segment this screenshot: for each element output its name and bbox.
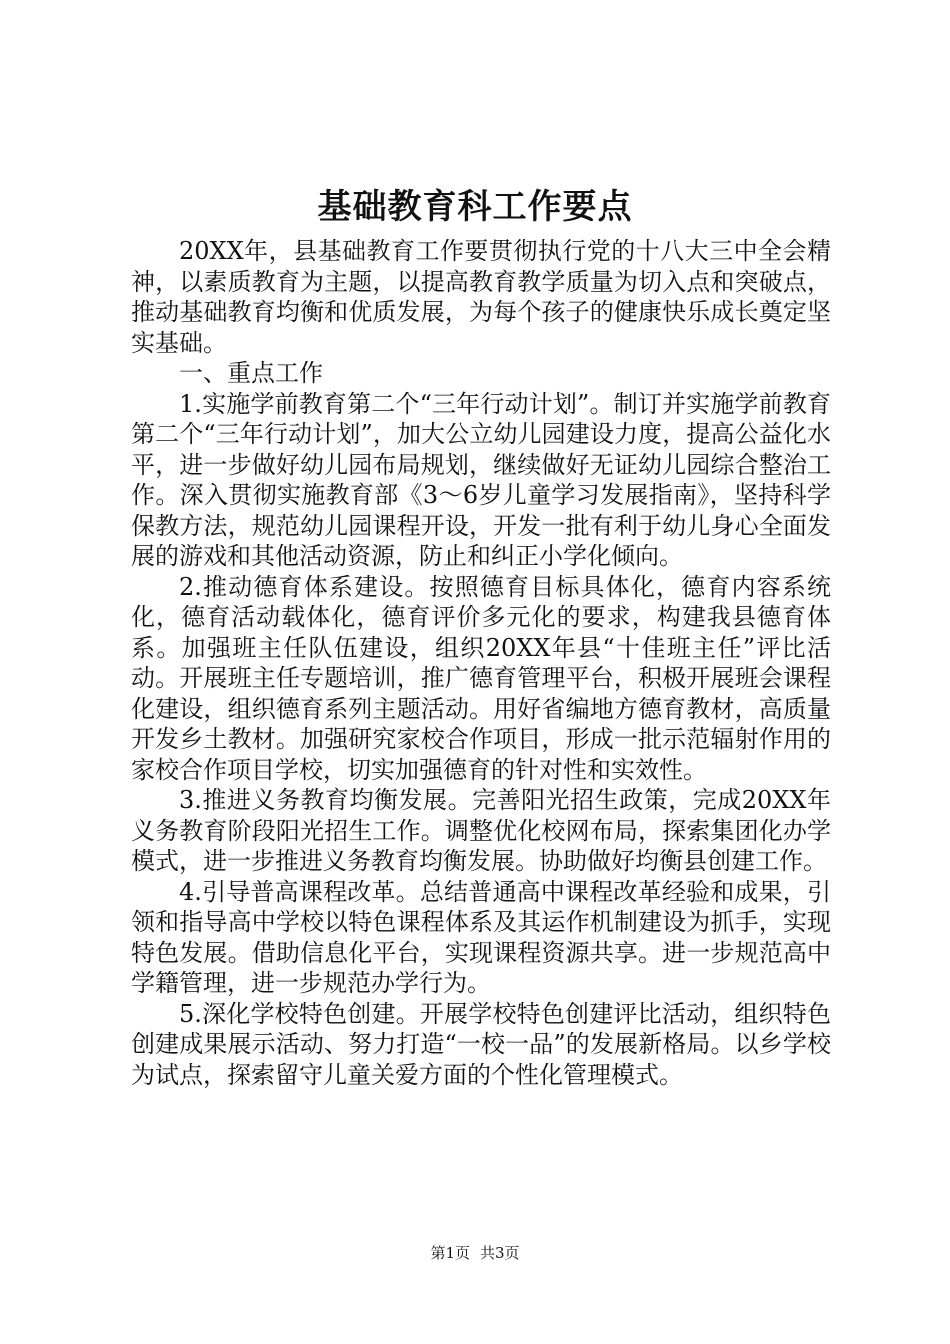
page-footer: [0, 1243, 950, 1263]
item-paragraph-2: 2.推动德育体系建设。按照德育目标具体化，德育内容系统化，德育活动载体化，德育评价多元化的要求，构建我县德育体系。加强班主任队伍建设，组织20XX年县“十佳班主任”评比活动。开展班主任专题培训，推广德育管理平台，积极开展班会课程化建设，组织德育系列主题活动。用好省编地方德育教材，高质量开发乡土教材。加强研究家校合作项目，形成一批示范辐射作用的家校合作项目学校，切实加强德育的针对性和实效性。: [131, 572, 831, 784]
item-paragraph-1: 1.实施学前教育第二个“三年行动计划”。制订并实施学前教育第二个“三年行动计划”，加大公立幼儿园建设力度，提高公益化水平，进一步做好幼儿园布局规划，继续做好无证幼儿园综合整治工作。深入贯彻实施教育部《3～6岁儿童学习发展指南》，坚持科学保教方法，规范幼儿园课程开设，开发一批有利于幼儿身心全面发展的游戏和其他活动资源，防止和纠正小学化倾向。: [131, 389, 831, 570]
section-heading-key-work: 一、重点工作: [179, 359, 323, 387]
page-number: 第1页: [430, 1244, 470, 1262]
document-title: 基础教育科工作要点: [317, 187, 633, 227]
page-total: 共3页: [480, 1244, 520, 1262]
item-paragraph-5: 5.深化学校特色创建。开展学校特色创建评比活动，组织特色创建成果展示活动、努力打造“一校一品”的发展新格局。以乡学校为试点，探索留守儿童关爱方面的个性化管理模式。: [131, 999, 831, 1089]
document-body: [131, 236, 831, 1090]
intro-paragraph: 20XX年，县基础教育工作要贯彻执行党的十八大三中全会精神，以素质教育为主题，以提高教育教学质量为切入点和突破点，推动基础教育均衡和优质发展，为每个孩子的健康快乐成长奠定坚实基础。: [131, 237, 831, 357]
item-paragraph-4: 4.引导普高课程改革。总结普通高中课程改革经验和成果，引领和指导高中学校以特色课程体系及其运作机制建设为抓手，实现特色发展。借助信息化平台，实现课程资源共享。进一步规范高中学籍管理，进一步规范办学行为。: [131, 877, 831, 997]
item-paragraph-3: 3.推进义务教育均衡发展。完善阳光招生政策，完成20XX年义务教育阶段阳光招生工作。调整优化校网布局，探索集团化办学模式，进一步推进义务教育均衡发展。协助做好均衡县创建工作。: [131, 786, 831, 875]
